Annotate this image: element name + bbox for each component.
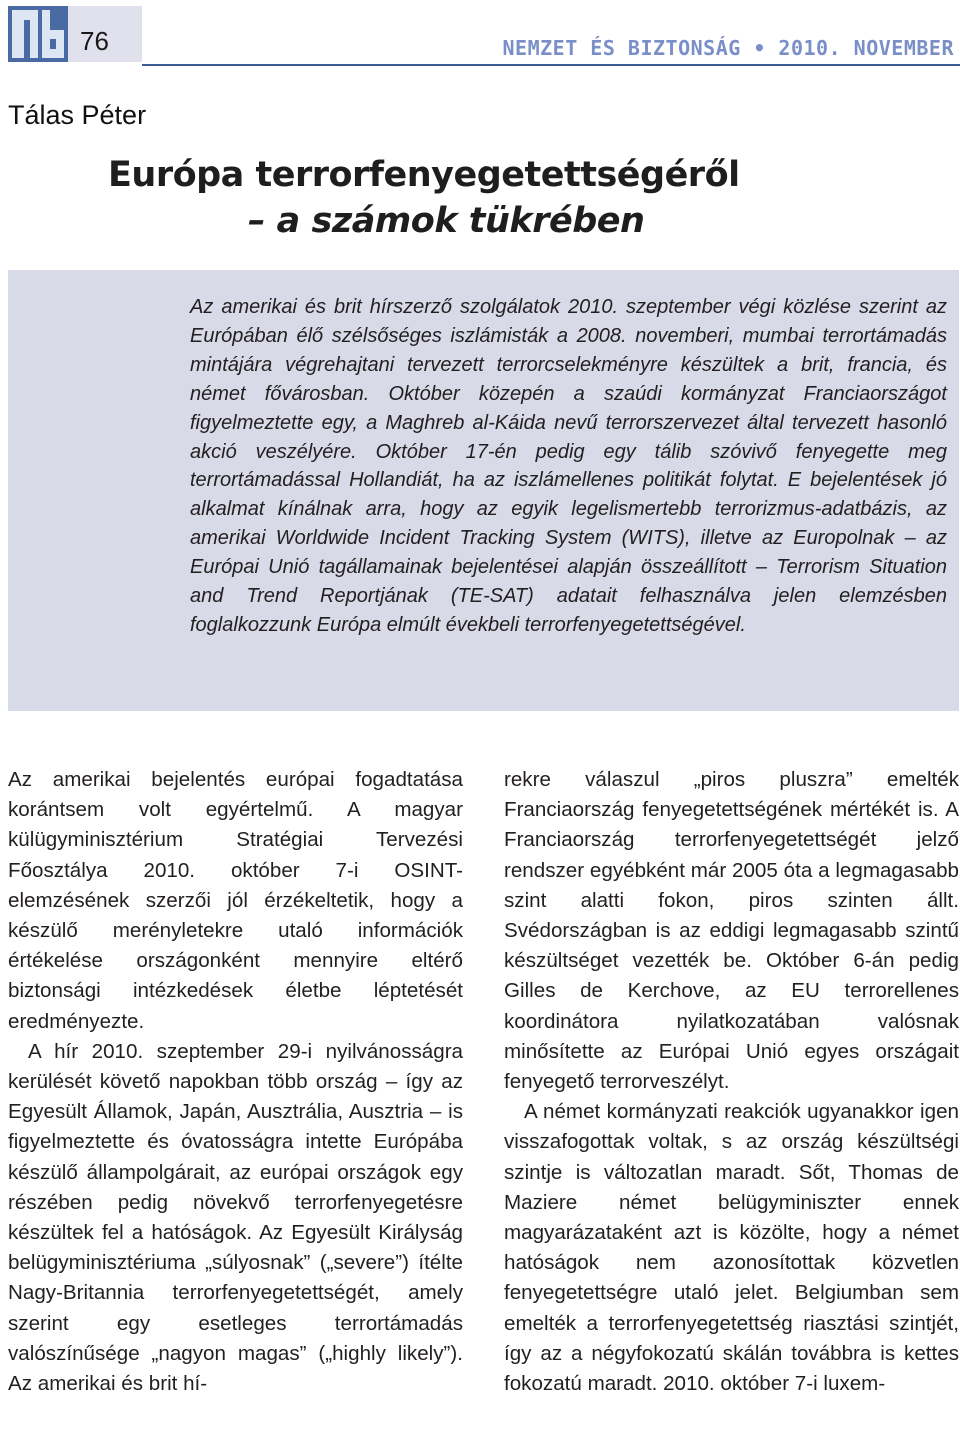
header-rule (142, 64, 960, 66)
body-column-right (504, 765, 959, 1399)
title-line-1: Európa terrorfenyegetettségéről (108, 155, 740, 195)
body-paragraph: A német kormányzati reakciók ugyanakkor igen visszafogottak voltak, s az ország készültségi szintje is változatlan maradt. Sőt, Thomas de Maziere német belügyminiszter ennek magyarázataként azt is közölte, hogy a német hatóságok nem azonosítottak közvetlen fenyegetettségre utaló jelet. Belgiumban sem emelték a terrorfenyegetettség riasztási szintjét, így az a négyfokozatú skálán továbbra is kettes fokozatú maradt. 2010. október 7-i luxem- (504, 1100, 959, 1396)
body-paragraph: rekre válaszul „piros pluszra” emelték Franciaország fenyegetettségének mértékét is. A Franciaország terrorfenyegetettségét jelző rendszer egyébként már 2005 óta a legmagasabb szint alatti fokon, piros szinten állt. Svédországban is az eddigi legmagasabb szintű készültséget vezették be. Október 6-án pedig Gilles de Kerchove, az EU terrorellenes koordinátora nyilatkozatában valósnak minősítette az Európai Unió egyes országait fenyegető terrorveszélyt. (504, 768, 959, 1094)
page-header (0, 0, 960, 70)
title-line-2: – a számok tükrében (248, 201, 645, 241)
abstract-text: Az amerikai és brit hírszerző szolgálatok 2010. szeptember végi közlése szerint az Európában élő szélsőséges iszlámisták a 2008. novemberi, mumbai terrortámadás mintájára végrehajtani tervezett terrorcselekményre készültek a brit, francia, és német fővárosban. Október közepén a szaúdi kormányzat Franciaországot figyelmeztette egy, a Maghreb al-Káida nevű terrorszervezet által tervezett hasonló akció veszélyére. Október 17-én pedig egy tálib szóvivő fenyegette meg terrortámadással Hollandiát, ha az iszlámellenes politikát folytat. E bejelentések jó alkalmat kínálnak arra, hogy az egyik legelismertebb terrorizmus-adatbázis, az amerikai Worldwide Incident Tracking System (WITS), illetve az Europolnak – az Európai Unió tagállamainak bejelentései alapján összeállított – Terrorism Situation and Trend Reportjának (TE-SAT) adatait felhasználva jelen elemzésben foglalkozzunk Európa elmúlt évekbeli terrorfenyegetettségével. (190, 296, 947, 636)
author-name: Tálas Péter (8, 100, 147, 130)
body-paragraph: A hír 2010. szeptember 29-i nyilvánosságra kerülését követő napokban több ország – így az Egyesült Államok, Japán, Ausztrália, Ausztria – is figyelmeztette és óvatosságra intette Európába készülő állampolgárait, az európai országok egy részében pedig növekvő terrorfenyegetésre készültek fel a hatóságok. Az Egyesült Királyság belügyminisztériuma „súlyosnak” („severe”) ítélte Nagy-Britannia terrorfenyegetettségét, amely szerint egy esetleges terrortámadás valószínűsége „nagyon magas” („highly likely”). Az amerikai és brit hí- (8, 1039, 463, 1396)
page-number: 76 (80, 26, 109, 56)
journal-logo (8, 6, 68, 62)
body-column-left (8, 765, 463, 1399)
body-paragraph: Az amerikai bejelentés európai fogadtatása korántsem volt egyértelmű. A magyar külügyminisztérium Stratégiai Tervezési Főosztálya 2010. október 7-i OSINT-elemzésének szerzői jól érzékeltetik, hogy a készülő merényletekre utaló információk értékelése országonként mennyire eltérő biztonsági intézkedések életbe léptetését eredményezte. (8, 768, 463, 1033)
nb-logo-icon (8, 6, 68, 62)
journal-title: NEMZET ÉS BIZTONSÁG • 2010. NOVEMBER (502, 36, 954, 60)
